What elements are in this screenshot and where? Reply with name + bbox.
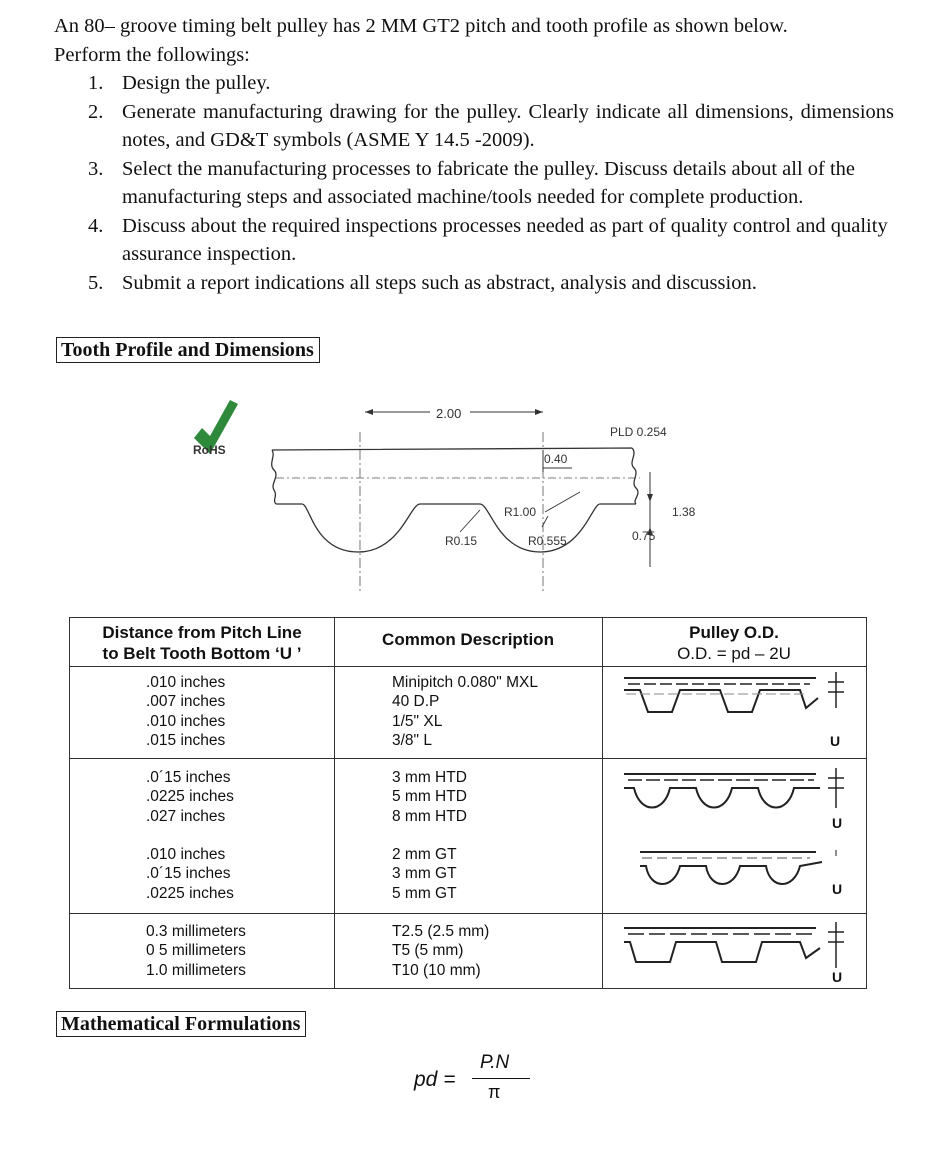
fraction-bar xyxy=(472,1078,530,1079)
formula-numerator: P.N xyxy=(480,1052,510,1073)
distance-group xyxy=(146,768,234,826)
header-distance-line1: Distance from Pitch Line xyxy=(102,623,302,642)
distance-value: .0225 inches xyxy=(146,788,234,806)
description-value: T2.5 (2.5 mm) xyxy=(392,923,490,940)
belt-dimension-table xyxy=(69,617,867,989)
u-label: U xyxy=(832,969,843,985)
u-label: U xyxy=(830,733,841,749)
dim-r015: R0.15 xyxy=(445,534,478,548)
description-value: 8 mm HTD xyxy=(392,807,467,825)
dim-r0555: R0.555 xyxy=(528,534,567,548)
task-number: 3. xyxy=(88,157,104,180)
formula-lhs: pd = xyxy=(414,1068,456,1091)
math-heading: Mathematical Formulations xyxy=(56,1011,306,1037)
column-divider xyxy=(602,618,603,988)
u-label: U xyxy=(832,815,843,831)
rohs-label: RoHS xyxy=(193,443,226,457)
distance-value: .0´15 inches xyxy=(146,865,231,883)
distance-group xyxy=(146,673,225,750)
header-common: Common Description xyxy=(382,630,554,649)
description-group xyxy=(392,922,489,980)
pitch-dimension: 2.00 xyxy=(436,406,462,421)
description-value: T5 (5 mm) xyxy=(392,942,464,960)
dim-r100: R1.00 xyxy=(504,505,537,519)
task-list xyxy=(54,69,894,297)
distance-value: .010 inches xyxy=(146,674,226,691)
task-text: Design the pulley. xyxy=(122,72,271,94)
description-group xyxy=(392,673,538,750)
task-text: Generate manufacturing drawing for the pulley. Clearly indicate all dimensions, dimensions notes, and GD&T symbols (ASME Y 14.5 -2009). xyxy=(122,100,894,151)
distance-value: .0´15 inches xyxy=(146,769,231,786)
distance-value: .027 inches xyxy=(146,807,226,825)
profile-sketches xyxy=(610,668,864,986)
distance-value: 0.3 millimeters xyxy=(146,923,246,940)
task-item xyxy=(54,212,894,269)
dim-075: 0.75 xyxy=(632,529,656,543)
description-value: Minipitch 0.080" MXL xyxy=(392,674,538,691)
task-item xyxy=(54,98,894,155)
description-value: 40 D.P xyxy=(392,693,440,711)
intro-line-2: Perform the followings: xyxy=(54,43,250,66)
description-group xyxy=(392,845,457,903)
formula-denominator: π xyxy=(488,1082,501,1102)
task-item xyxy=(54,69,894,98)
tooth-profile-heading: Tooth Profile and Dimensions xyxy=(56,337,320,363)
distance-value: .007 inches xyxy=(146,693,226,711)
distance-value: .010 inches xyxy=(146,846,226,863)
problem-statement xyxy=(54,12,894,297)
u-label: U xyxy=(832,881,843,897)
header-distance xyxy=(70,618,334,670)
header-od xyxy=(602,618,866,670)
distance-value: 0 5 millimeters xyxy=(146,942,246,960)
dim-138: 1.38 xyxy=(672,505,696,519)
intro-line-1: An 80– groove timing belt pulley has 2 MM GT2 pitch and tooth profile as shown below. xyxy=(54,15,788,37)
description-group xyxy=(392,768,467,826)
description-value: 2 mm GT xyxy=(392,846,457,863)
distance-value: .010 inches xyxy=(146,712,226,730)
header-distance-line2: to Belt Tooth Bottom ‘U ’ xyxy=(102,644,302,663)
htd-profile-sketch xyxy=(624,768,844,831)
pitch-diameter-formula xyxy=(414,1052,544,1102)
task-item xyxy=(54,155,894,212)
distance-value: .0225 inches xyxy=(146,884,234,902)
tooth-profile-drawing xyxy=(180,392,700,602)
description-value: 3/8" L xyxy=(392,731,432,749)
task-text: Discuss about the required inspections processes needed as part of quality control and quality assurance inspection. xyxy=(122,214,888,265)
description-value: 3 mm HTD xyxy=(392,769,467,786)
t-series-profile-sketch xyxy=(624,922,844,985)
distance-group xyxy=(146,922,246,980)
task-number: 4. xyxy=(88,214,104,237)
description-value: T10 (10 mm) xyxy=(392,961,481,979)
task-number: 5. xyxy=(88,271,104,294)
task-number: 1. xyxy=(88,72,104,94)
description-value: 3 mm GT xyxy=(392,865,457,883)
gt-profile-sketch xyxy=(640,850,842,897)
task-text: Select the manufacturing processes to fabricate the pulley. Discuss details about all of the manufacturing steps and associated machine/tools needed for complete production. xyxy=(122,157,856,208)
column-divider xyxy=(334,618,335,988)
task-item xyxy=(54,269,894,298)
dim-pld: PLD 0.254 xyxy=(610,425,667,439)
dim-040: 0.40 xyxy=(544,452,568,466)
distance-value: .015 inches xyxy=(146,731,226,749)
task-text: Submit a report indications all steps such as abstract, analysis and discussion. xyxy=(122,271,757,294)
description-value: 5 mm HTD xyxy=(392,788,467,806)
description-value: 5 mm GT xyxy=(392,884,457,902)
description-value: 1/5" XL xyxy=(392,712,443,730)
task-number: 2. xyxy=(88,100,104,123)
header-od-line2: O.D. = pd – 2U xyxy=(677,644,791,663)
distance-group xyxy=(146,845,234,903)
distance-value: 1.0 millimeters xyxy=(146,961,246,979)
header-od-line1: Pulley O.D. xyxy=(689,623,779,642)
trapezoid-profile-sketch xyxy=(624,672,844,749)
